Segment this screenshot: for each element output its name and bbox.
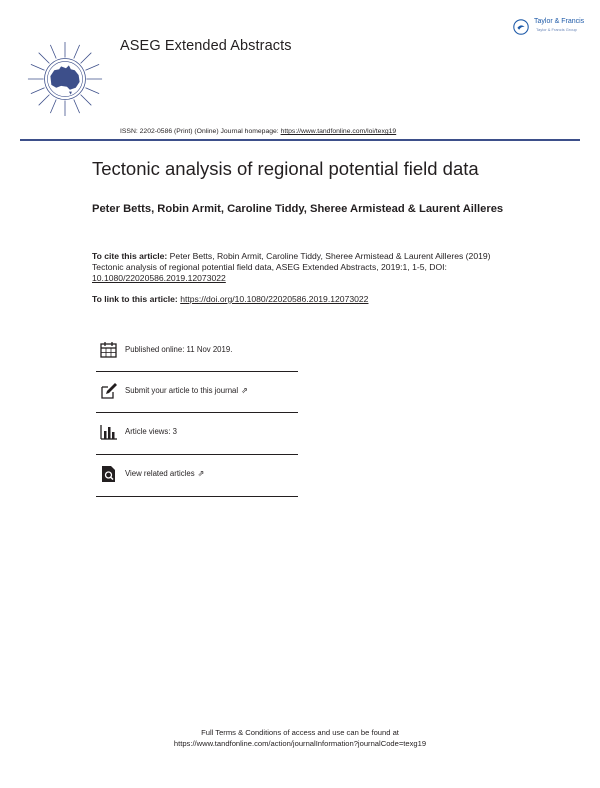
article-link-block [92, 294, 368, 304]
related-articles-icon [100, 465, 118, 483]
views-row [96, 413, 298, 453]
article-title: Tectonic analysis of regional potential field data [92, 158, 479, 179]
issn-text: ISSN: 2202-0586 (Print) (Online) Journal homepage: [120, 128, 281, 135]
header-divider [20, 139, 580, 141]
journal-title: ASEG Extended Abstracts [120, 38, 292, 54]
related-articles-link[interactable] [125, 469, 204, 478]
publisher-logo-text: Taylor & Francis [534, 18, 585, 25]
row-divider [96, 496, 298, 497]
citation-text: Peter Betts, Robin Armit, Caroline Tiddy, Sheree Armistead & Laurent Ailleres (2019) Tectonic analysis of regional potential field data, ASEG Extended Abstracts, 2019:1, 1-5, DOI: [92, 251, 491, 272]
article-doi-link[interactable]: https://doi.org/10.1080/22020586.2019.12073022 [180, 294, 369, 304]
citation-label: To cite this article: [92, 251, 168, 261]
publisher-logo-subtext: Taylor & Francis Group [536, 27, 577, 32]
aseg-logo [26, 40, 104, 118]
article-views: Article views: 3 [125, 427, 177, 436]
author-list: Peter Betts, Robin Armit, Caroline Tiddy, Sheree Armistead & Laurent Ailleres [92, 203, 504, 215]
bar-chart-icon [100, 423, 118, 441]
homepage-link[interactable]: https://www.tandfonline.com/loi/texg19 [280, 128, 397, 135]
related-row[interactable] [96, 455, 298, 495]
external-link-icon: ⇗ [241, 386, 248, 395]
related-articles-label: View related articles [125, 469, 195, 478]
submit-article-link[interactable] [125, 386, 248, 395]
edit-icon [100, 382, 118, 400]
footer-journal-info-link[interactable]: https://www.tandfonline.com/action/journalInformation?journalCode=texg19 [173, 739, 427, 748]
published-row [96, 331, 298, 371]
publisher-logo[interactable] [510, 16, 585, 38]
footer [0, 727, 600, 749]
footer-terms-text: Full Terms & Conditions of access and use can be found at [201, 728, 399, 737]
citation-block [92, 251, 512, 284]
external-link-icon: ⇗ [197, 469, 205, 478]
submit-row[interactable] [96, 372, 298, 412]
issn-line [120, 128, 396, 135]
citation-doi-link[interactable]: 10.1080/22020586.2019.12073022 [92, 273, 226, 283]
article-link-label: To link to this article: [92, 294, 181, 304]
publisher-logo-icon [512, 18, 530, 36]
published-date: Published online: 11 Nov 2019. [125, 345, 233, 354]
calendar-icon [100, 341, 118, 359]
submit-article-label: Submit your article to this journal [125, 386, 239, 395]
